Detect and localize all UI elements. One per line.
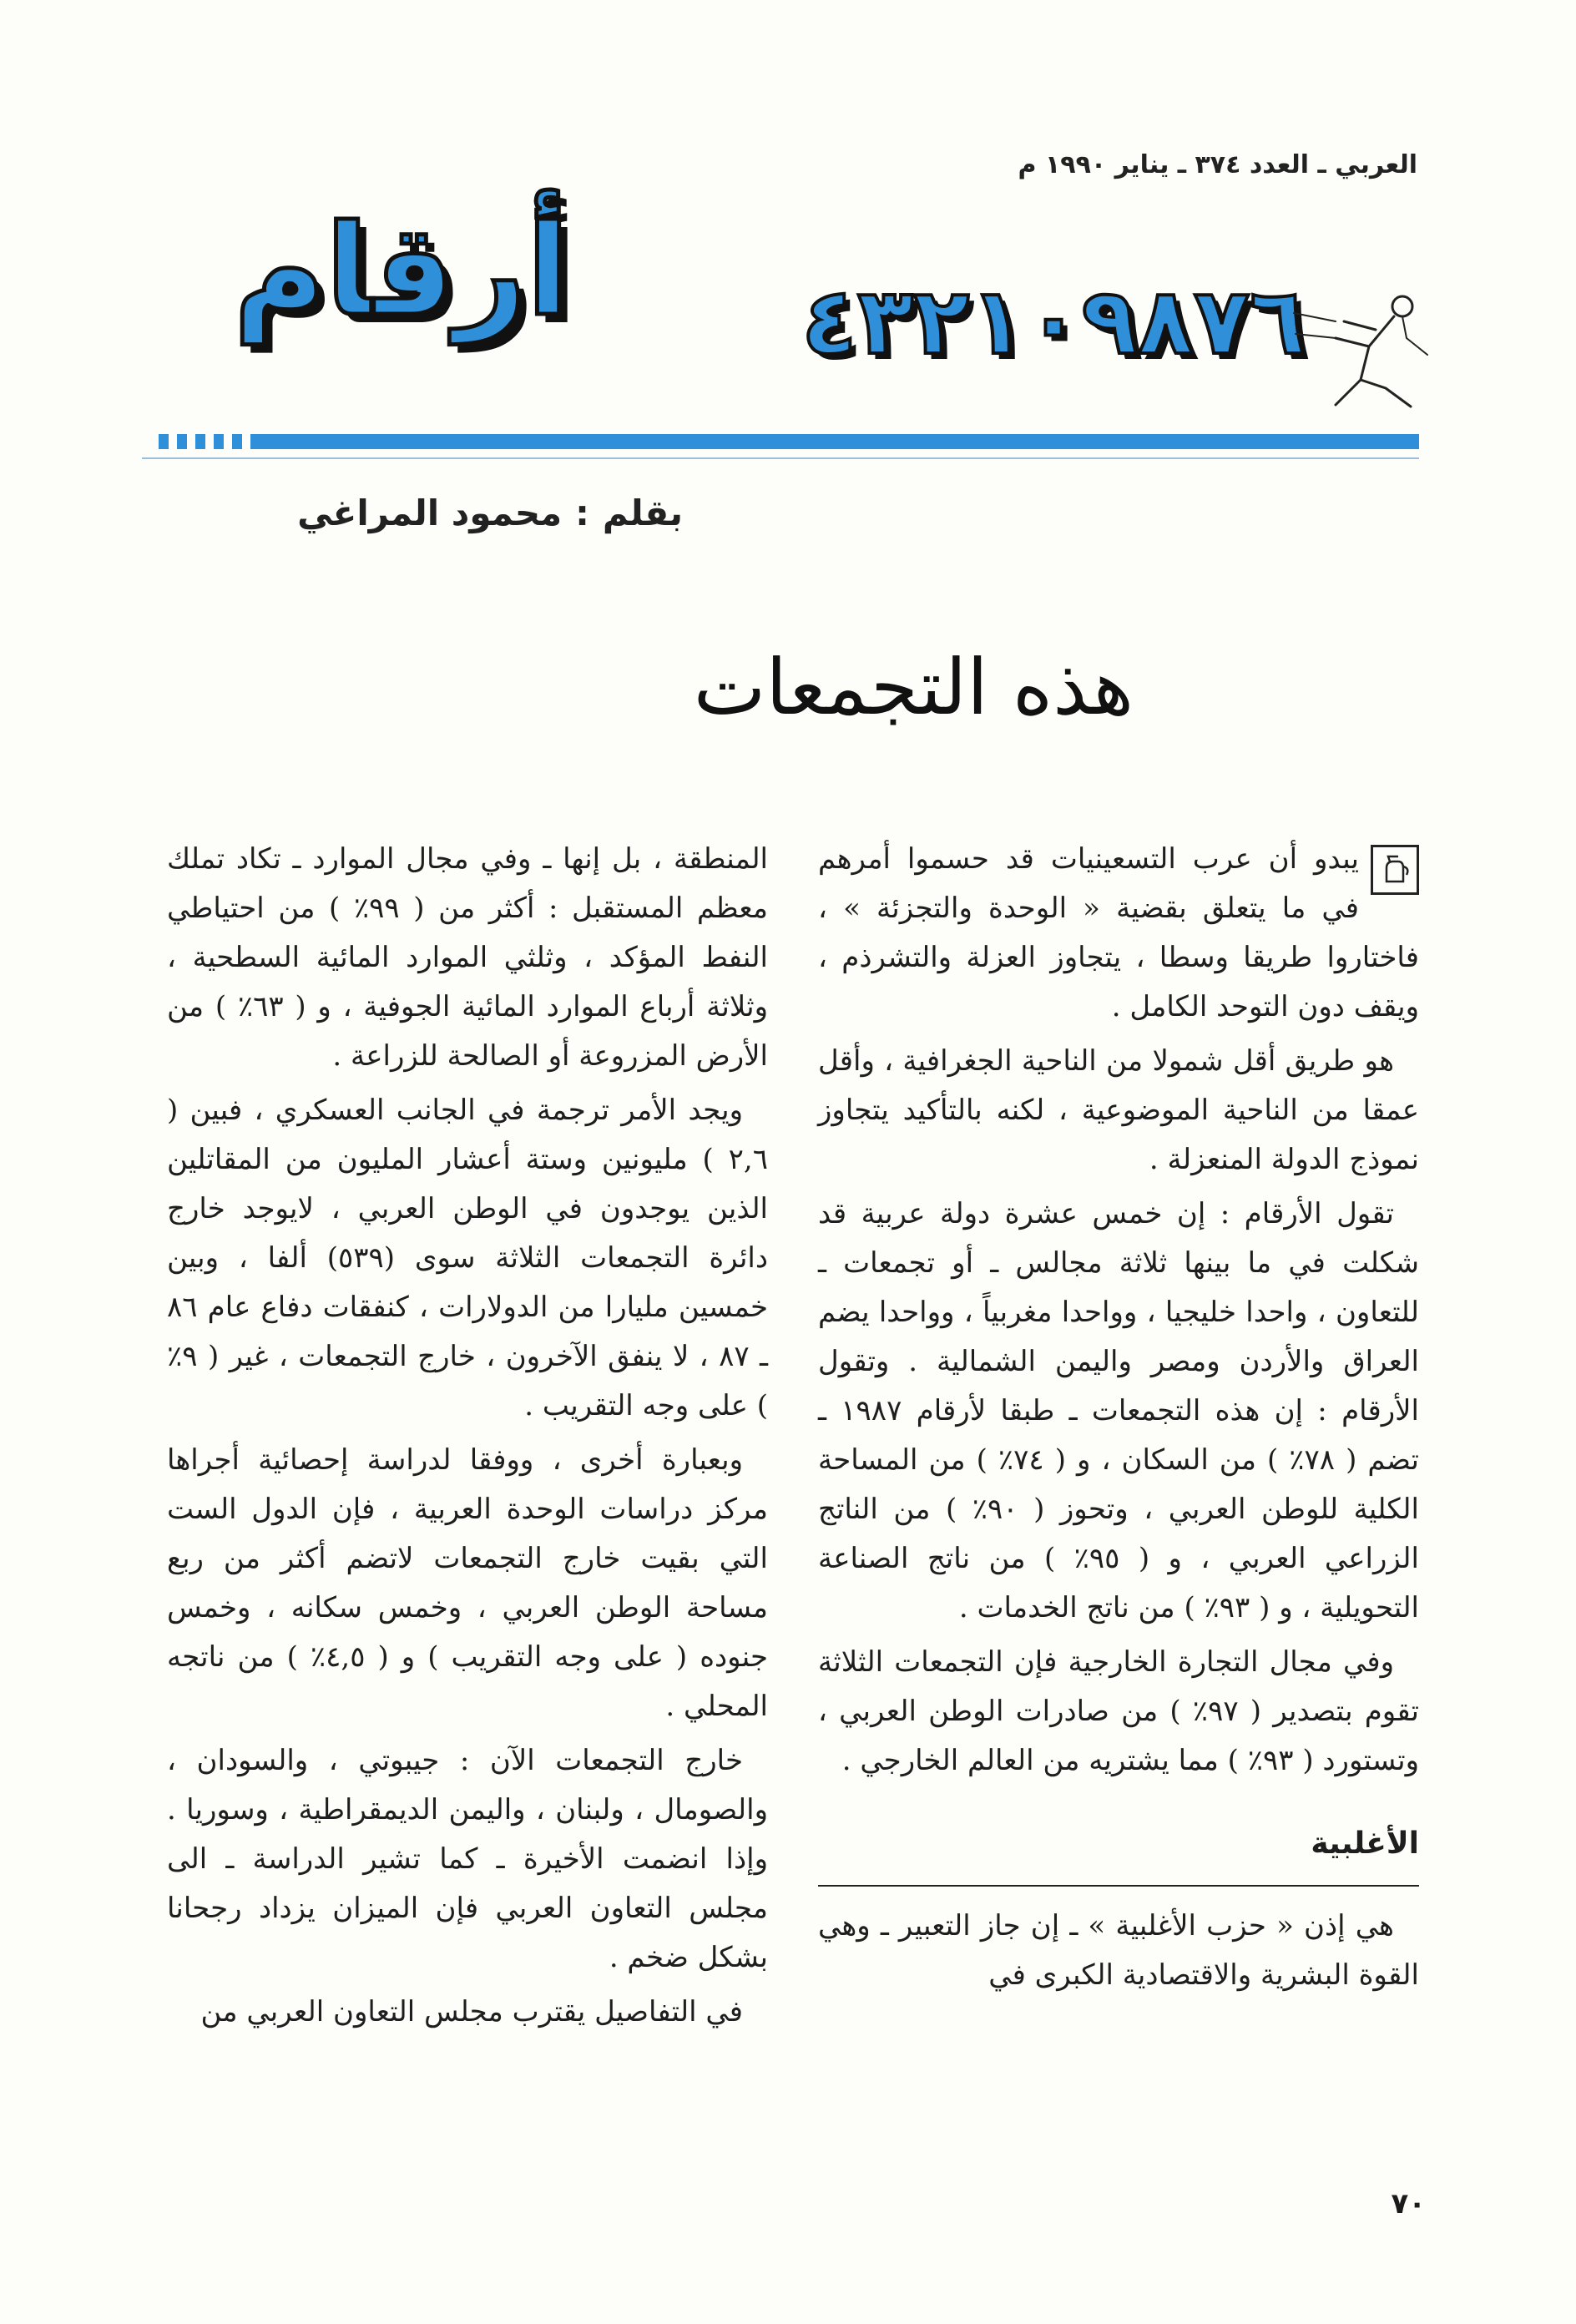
logo-title: أرقام — [234, 199, 570, 344]
paragraph: وفي مجال التجارة الخارجية فإن التجمعات الثلاثة تقوم بتصدير ( ٩٧٪ ) من صادرات الوطن العربي ، وتستورد ( ٩٣٪ ) مما يشتريه من العالم الخارجي . — [818, 1645, 1420, 1777]
paragraph: المنطقة ، بل إنها ـ وفي مجال الموارد ـ تكاد تملك معظم المستقبل : أكثر من ( ٩٩٪ ) من احتياطي النفط المؤكد ، وثلثي الموارد المائية السطحية ، وثلاثة أرباع الموارد المائية الجوفية ، و ( ٦٣٪ ) من الأرض المزروعة أو الصالحة للزراعة . — [167, 842, 768, 1073]
paragraph: هو طريق أقل شمولا من الناحية الجغرافية ، وأقل عمقا من الناحية الموضوعية ، لكنه بالتأكيد يتجاوز نموذج الدولة المنعزلة . — [818, 1044, 1419, 1176]
page-number: ٧٠ — [1391, 2187, 1426, 2220]
byline — [297, 493, 683, 533]
column-right — [818, 835, 1419, 2000]
paragraph: ويجد الأمر ترجمة في الجانب العسكري ، فبين ( ٢,٦ ) مليونين وستة أعشار المليون من المقاتلين الذين يوجدون في الوطن العربي ، لايوجد خارج دائرة التجمعات الثلاثة سوى (٥٣٩) ألفا ، وبين خمسين مليارا من الدولارات ، كنفقات دفاع عام ٨٦ ـ ٨٧ ، لا ينفق الآخرون ، خارج التجمعات ، غير ( ٩٪ ) على وجه التقريب . — [167, 1094, 768, 1422]
article-headline: هذه التجمعات — [693, 643, 1134, 732]
issue-line: العربي ـ العدد ٣٧٤ ـ يناير ١٩٩٠ م — [1018, 150, 1417, 179]
paragraph: تقول الأرقام : إن خمس عشرة دولة عربية قد شكلت في ما بينها ثلاثة مجالس ـ أو تجمعات ـ للتعاون ، واحدا خليجيا ، وواحدا مغربياً ، وواحدا يضم العراق والأردن ومصر واليمن الشمالية . وتقول الأرقام : إن هذه التجمعات ـ طبقا لأرقام ١٩٨٧ ـ تضم ( ٧٨٪ ) من السكان ، و ( ٧٤٪ ) من المساحة الكلية للوطن العربي ، وتحوز ( ٩٠٪ ) من الناتج الزراعي العربي ، و ( ٩٥٪ ) من ناتج الصناعة التحويلية ، و ( ٩٣٪ ) من ناتج الخدمات . — [818, 1197, 1419, 1624]
subheading: الأغلبية — [1311, 1826, 1419, 1861]
paragraph: وبعبارة أخرى ، ووفقا لدراسة إحصائية أجراها مركز دراسات الوحدة العربية ، فإن الدول الست التي بقيت خارج التجمعات لاتضم أكثر من ربع مساحة الوطن العربي ، وخمس سكانه ، وخمس جنوده ( على وجه التقريب ) و ( ٤,٥٪ ) من ناتجه المحلي . — [167, 1443, 768, 1723]
column-left — [167, 835, 768, 2037]
paragraph: في التفاصيل يقترب مجلس التعاون العربي من — [200, 1995, 743, 2028]
logo-digits: ٤٣٢١٠٩٨٧٦ — [801, 268, 1306, 375]
paragraph-text: يبدو أن عرب التسعينيات قد حسموا أمرهم في ما يتعلق بقضية « الوحدة والتجزئة » ، فاختاروا طريقا وسطا ، يتجاوز العزلة والتشرذم ، ويقف دون التوحد الكامل . — [818, 842, 1419, 1023]
header-rule-bar — [250, 434, 1419, 449]
paragraph — [818, 835, 1419, 1032]
header-rule-thin — [142, 457, 1419, 459]
header-rule-squares — [159, 434, 242, 449]
byline-prefix: بقلم — [602, 493, 683, 533]
dropcap-jug-icon — [1371, 845, 1419, 895]
paragraph: هي إذن « حزب الأغلبية » ـ إن جاز التعبير ـ وهي القوة البشرية والاقتصادية الكبرى في — [818, 1909, 1419, 1992]
figure-pushing-numbers-icon — [1277, 288, 1436, 413]
paragraph: خارج التجمعات الآن : جيبوتي ، والسودان ، والصومال ، ولبنان ، واليمن الديمقراطية ، وسوريا . وإذا انضمت الأخيرة ـ كما تشير الدراسة ـ الى مجلس التعاون العربي فإن الميزان يزداد رجحانا بشكل ضخم . — [167, 1744, 768, 1974]
byline-colon: : — [575, 493, 589, 533]
subheading-rule — [818, 1885, 1419, 1887]
author-name: محمود المراغي — [297, 493, 563, 533]
